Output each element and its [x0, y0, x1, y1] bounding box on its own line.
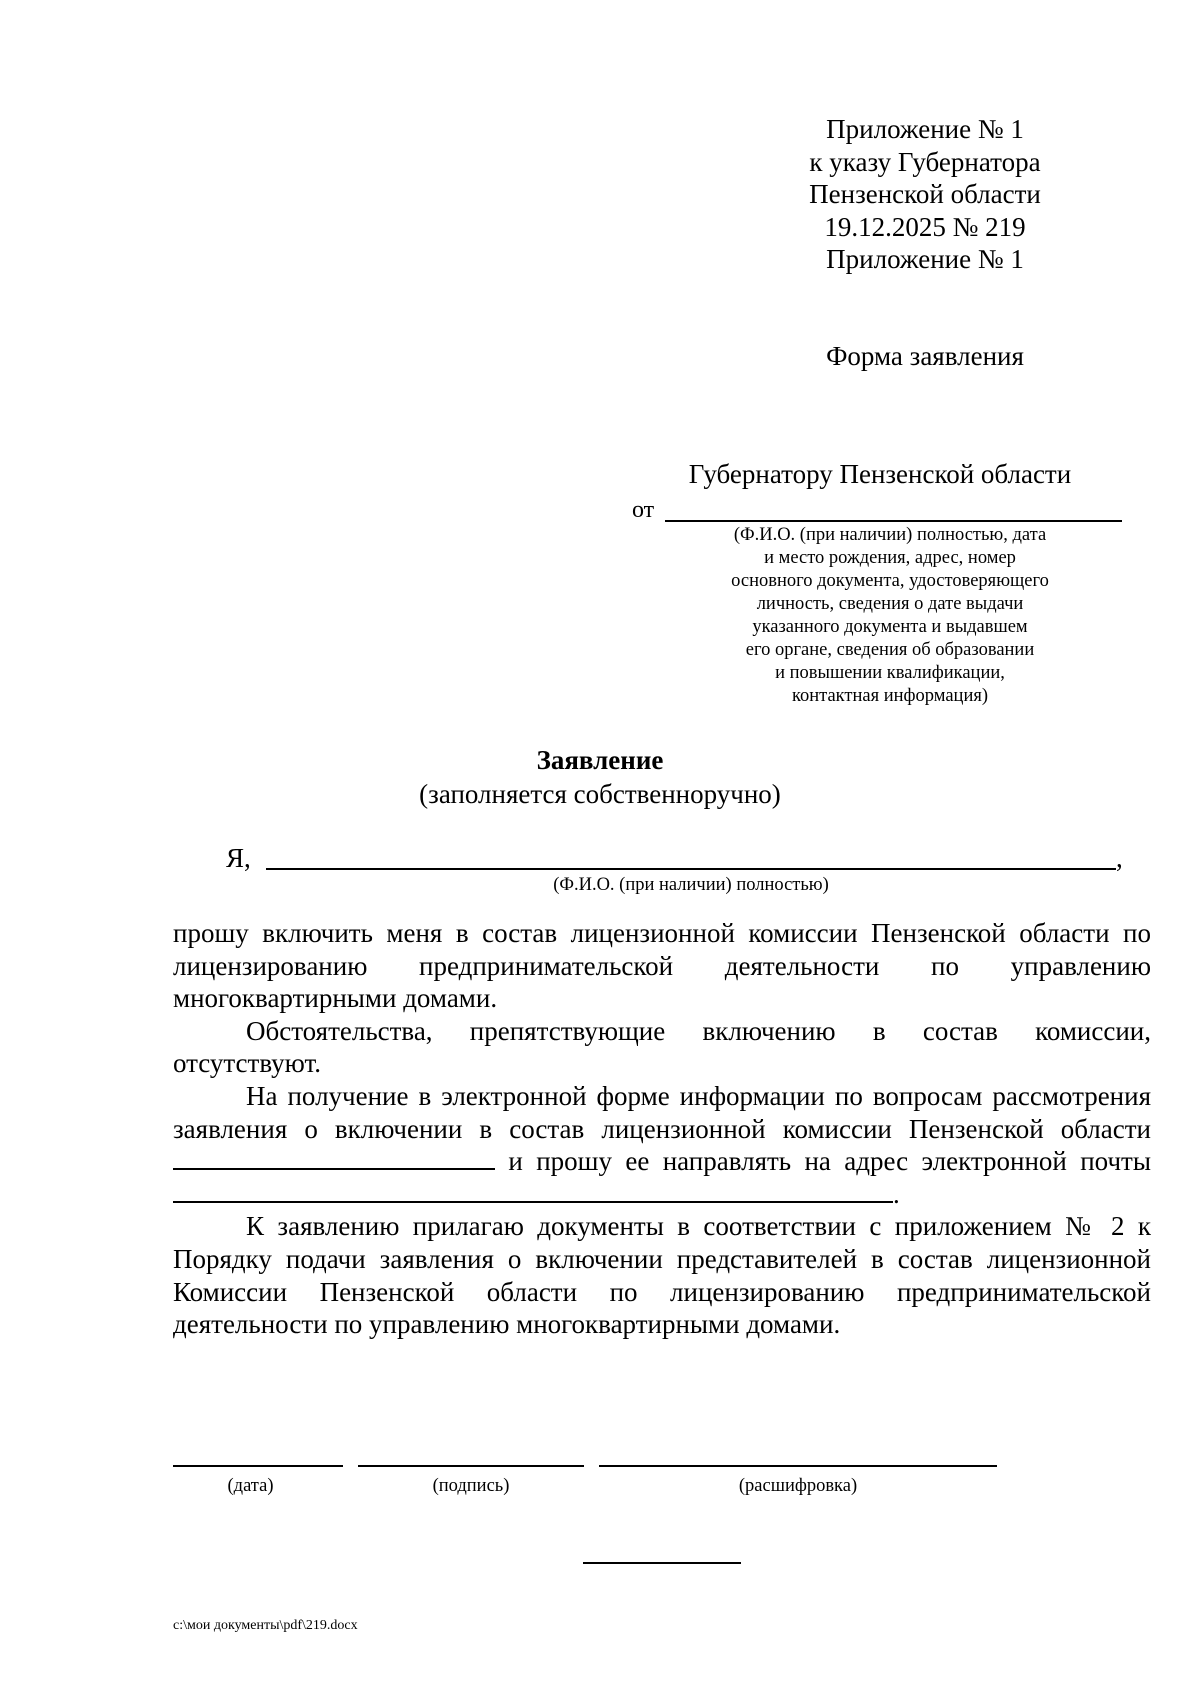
applicant-suffix: ,	[1116, 843, 1123, 873]
header-line: Приложение № 1	[826, 244, 1024, 274]
paragraph-request: прошу включить меня в состав лицензионной комиссии Пензенской области по лицензированию предпринимательской деятельности по управлению многоквартирными домами.	[173, 918, 1151, 1014]
from-fill-line[interactable]	[665, 520, 1122, 522]
addressee-to: Губернатору Пензенской области	[688, 459, 1072, 489]
decoding-line[interactable]	[599, 1465, 997, 1467]
from-note-line: его органе, сведения об образовании	[745, 640, 1035, 660]
from-note-line: и место рождения, адрес, номер	[764, 548, 1016, 568]
document-subtitle: (заполняется собственноручно)	[419, 779, 781, 809]
header-line: Приложение № 1	[826, 114, 1024, 144]
document-title: Заявление	[536, 745, 664, 775]
consent-fill-line[interactable]	[173, 1164, 495, 1170]
appendix-header	[760, 113, 1090, 276]
decoding-label: (расшифровка)	[738, 1476, 858, 1496]
paragraph-attachments: К заявлению прилагаю документы в соответствии с приложением № 2 к Порядку подачи заявления о включении представителей в состав лицензионной Комиссии Пензенской области по лицензированию предпринимательской деятельности по управлению многоквартирными домами.	[173, 1211, 1151, 1340]
file-path-footer: c:\мои документы\pdf\219.docx	[173, 1618, 358, 1633]
from-note-line: (Ф.И.О. (при наличии) полностью, дата	[733, 525, 1047, 545]
consent-text-start: На получение в электронной форме информации по вопросам рассмотрения заявления о включении в состав лицензионной комиссии Пензенской области	[173, 1080, 1151, 1144]
from-note	[690, 524, 1090, 708]
signature-line[interactable]	[358, 1465, 584, 1467]
form-title: Форма заявления	[826, 341, 1024, 371]
from-note-line: личность, сведения о дате выдачи	[756, 594, 1024, 614]
date-line[interactable]	[173, 1465, 343, 1467]
applicant-prefix: Я,	[226, 843, 251, 873]
from-note-line: контактная информация)	[791, 686, 989, 706]
header-line: 19.12.2025 № 219	[824, 211, 1026, 242]
statement-body	[173, 917, 1151, 1341]
end-divider	[583, 1562, 741, 1564]
from-note-line: основного документа, удостоверяющего	[731, 571, 1049, 591]
from-label: от	[632, 497, 655, 523]
from-note-line: и повышении квалификации,	[775, 663, 1005, 683]
applicant-name-line[interactable]	[266, 868, 1116, 870]
applicant-note: (Ф.И.О. (при наличии) полностью)	[553, 875, 829, 895]
from-note-line: указанного документа и выдавшем	[752, 617, 1028, 637]
date-label: (дата)	[227, 1476, 274, 1496]
consent-text-end: .	[893, 1178, 900, 1209]
consent-text-mid: и прошу ее направлять на адрес электронной почты	[508, 1146, 1151, 1177]
header-line: к указу Губернатора	[809, 146, 1041, 177]
email-fill-line[interactable]	[173, 1197, 893, 1203]
header-line: Пензенской области	[809, 179, 1041, 209]
paragraph-email-consent	[173, 1080, 1151, 1210]
paragraph-circumstances: Обстоятельства, препятствующие включению в состав комиссии, отсутствуют.	[173, 1015, 1151, 1079]
signature-label: (подпись)	[432, 1476, 510, 1496]
